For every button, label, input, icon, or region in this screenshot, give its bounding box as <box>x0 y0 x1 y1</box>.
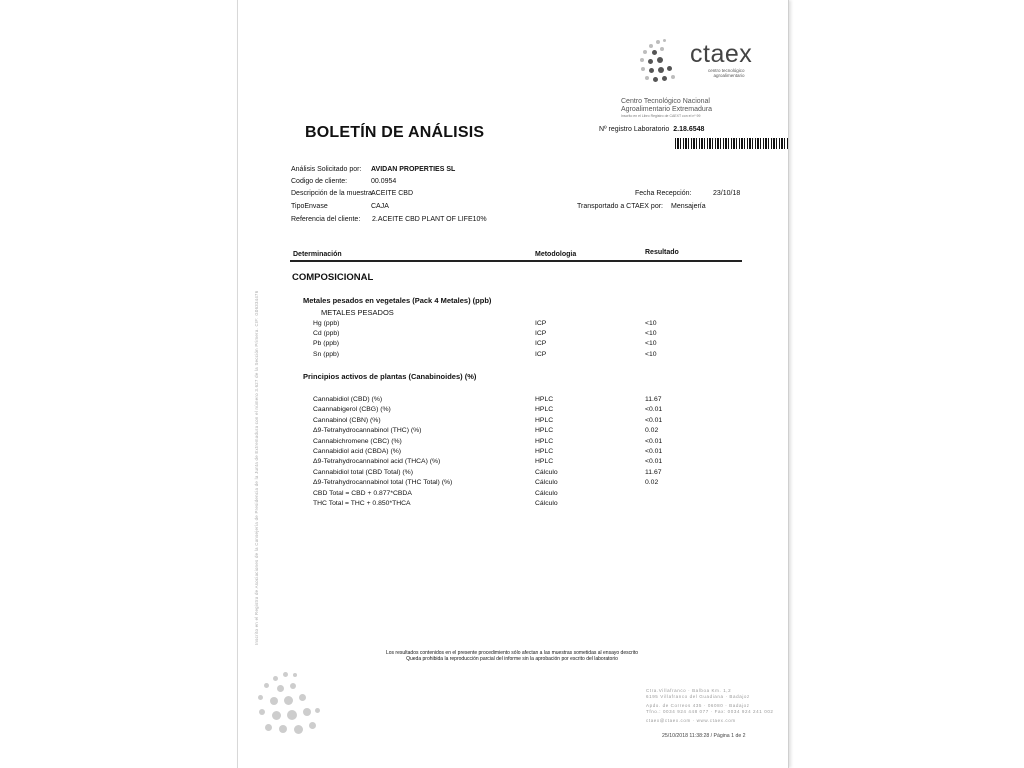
registry-note: Inscrito en el Libro Registro de CAEXT con el nº 99 <box>621 114 701 118</box>
lab-registry-value: 2.18.6548 <box>673 126 705 133</box>
brand-subtitle <box>708 68 745 78</box>
side-registration-text: Inscrito en el Registro de Asociaciones de la Consejería de Presidencia de la Junta de Extremadura con el número 3.627 de la Sección Primera. CIF: G06334476 <box>254 290 259 645</box>
row-method: ICP <box>535 330 547 338</box>
row-name: Sn (ppb) <box>313 350 340 358</box>
row-method: HPLC <box>535 396 554 403</box>
disclaimer-1: Los resultados contenidos en el presente procedimiento sólo afectan a las muestras sometidas al ensayo descrito <box>385 650 639 656</box>
footer-date-page: 25/10/2018 11:38:28 / Página 1 de 2 <box>662 733 746 739</box>
row-result: 11.67 <box>645 396 662 403</box>
metales-subheading: METALES PESADOS <box>321 308 394 317</box>
disclaimer <box>292 650 732 662</box>
transporte-value: Mensajería <box>671 203 706 210</box>
row-name: CBD Total = CBD + 0.877*CBDA <box>313 489 412 497</box>
descripcion-label: Descripción de la muestra: <box>291 190 374 197</box>
footer-addr-4: Tfno.: 0034 924 448 077 · Fax: 0034 924 241 002 <box>646 709 774 714</box>
footer-address <box>646 688 774 724</box>
codigo-label: Codigo de cliente: <box>291 178 348 185</box>
envase-value: CAJA <box>371 203 389 210</box>
row-result: 11.67 <box>645 468 662 476</box>
row-method: ICP <box>535 340 547 348</box>
row-name: Δ9-Tetrahydrocannabinol total (THC Total) (%) <box>313 479 453 487</box>
center-name <box>621 98 712 114</box>
row-result: <0.01 <box>645 416 663 424</box>
row-name: Cannabidiol acid (CBDA) (%) <box>313 448 402 455</box>
fecha-value: 23/10/18 <box>713 190 741 197</box>
codigo-value: 00.0954 <box>371 178 397 185</box>
center-name-1: Centro Tecnológico Nacional <box>621 98 710 105</box>
lab-registry-label: Nº registro Laboratorio <box>599 126 670 133</box>
row-method: HPLC <box>535 437 554 445</box>
row-name: Cannabichromene (CBC) (%) <box>313 437 402 445</box>
row-method: HPLC <box>535 406 554 414</box>
footer-addr-1: Ctra.Villafranco · Balboa Km. 1,2 <box>646 688 732 693</box>
ctaex-logo-mark <box>638 38 688 88</box>
document-title: BOLETÍN DE ANÁLISIS <box>305 124 485 141</box>
canabinoides-heading: Principios activos de plantas (Canabinoides) (%) <box>303 372 477 381</box>
row-method: Cálculo <box>535 500 558 507</box>
row-method: HPLC <box>535 427 554 435</box>
row-name: Caannabigerol (CBG) (%) <box>313 406 391 414</box>
lab-registry <box>599 126 704 133</box>
solicitado-label: Análisis Solicitado por: <box>291 166 362 173</box>
brand-subtitle-1: centro tecnológico <box>708 68 745 73</box>
row-result: <0.01 <box>645 448 663 455</box>
section-composicional: COMPOSICIONAL <box>292 272 374 283</box>
row-name: THC Total = THC + 0.850*THCA <box>313 500 411 507</box>
row-method: HPLC <box>535 448 554 455</box>
col-metodologia: Metodologia <box>535 251 577 258</box>
row-result: <10 <box>645 340 657 348</box>
row-result: 0.02 <box>645 479 659 487</box>
footer-addr-5: ctaex@ctaex.com · www.ctaex.com <box>646 718 736 723</box>
col-determinacion: Determinación <box>293 251 342 258</box>
row-result: <10 <box>645 320 657 327</box>
row-name: Δ9-Tetrahydrocannabinol (THC) (%) <box>313 427 422 435</box>
descripcion-value: ACEITE CBD <box>371 190 414 197</box>
row-result: <10 <box>645 330 657 338</box>
row-name: Hg (ppb) <box>313 320 340 327</box>
row-method: ICP <box>535 320 547 327</box>
barcode <box>675 138 789 149</box>
row-result: <0.01 <box>645 406 663 414</box>
referencia-value: 2.ACEITE CBD PLANT OF LIFE10% <box>372 216 487 223</box>
footer-addr-2: 6195 Villafranco del Guadiana · Badajoz <box>646 694 750 699</box>
envase-label: TipoEnvase <box>291 203 328 210</box>
report-page <box>237 0 789 768</box>
row-name: Cannabidiol total (CBD Total) (%) <box>313 468 413 476</box>
center-name-2: Agroalimentario Extremadura <box>621 106 713 113</box>
row-name: Pb (ppb) <box>313 340 340 348</box>
row-method: Cálculo <box>535 489 558 497</box>
row-method: Cálculo <box>535 468 558 476</box>
row-result: <10 <box>645 350 657 358</box>
row-method: ICP <box>535 350 547 358</box>
row-result: <0.01 <box>645 437 663 445</box>
fecha-label: Fecha Recepción: <box>635 190 692 197</box>
disclaimer-2: Queda prohibida la reproducción parcial del informe sin la aprobación por escrito del laboratorio <box>406 656 618 662</box>
header-rule <box>290 260 742 262</box>
row-name: Cd (ppb) <box>313 330 340 338</box>
solicitado-value: AVIDAN PROPERTIES SL <box>371 166 456 173</box>
row-name: Cannabidiol (CBD) (%) <box>313 396 383 403</box>
row-method: HPLC <box>535 458 554 466</box>
row-result: 0.02 <box>645 427 659 435</box>
referencia-label: Referencia del cliente: <box>291 216 361 223</box>
transporte-label: Transportado a CTAEX por: <box>577 203 663 210</box>
footer-addr-3: Apdo. de Correos 435 · 06080 · Badajoz <box>646 703 750 708</box>
row-method: HPLC <box>535 416 554 424</box>
ctaex-watermark-mark <box>253 670 328 745</box>
row-name: Δ9-Tetrahydrocannabinol acid (THCA) (%) <box>313 458 441 466</box>
row-method: Cálculo <box>535 479 558 487</box>
col-resultado: Resultado <box>645 249 679 256</box>
brand-name: ctaex <box>690 40 753 68</box>
metales-heading: Metales pesados en vegetales (Pack 4 Metales) (ppb) <box>303 296 492 305</box>
brand-subtitle-2: agroalimentario <box>713 73 745 78</box>
row-result: <0.01 <box>645 458 663 466</box>
row-name: Cannabinol (CBN) (%) <box>313 416 381 424</box>
